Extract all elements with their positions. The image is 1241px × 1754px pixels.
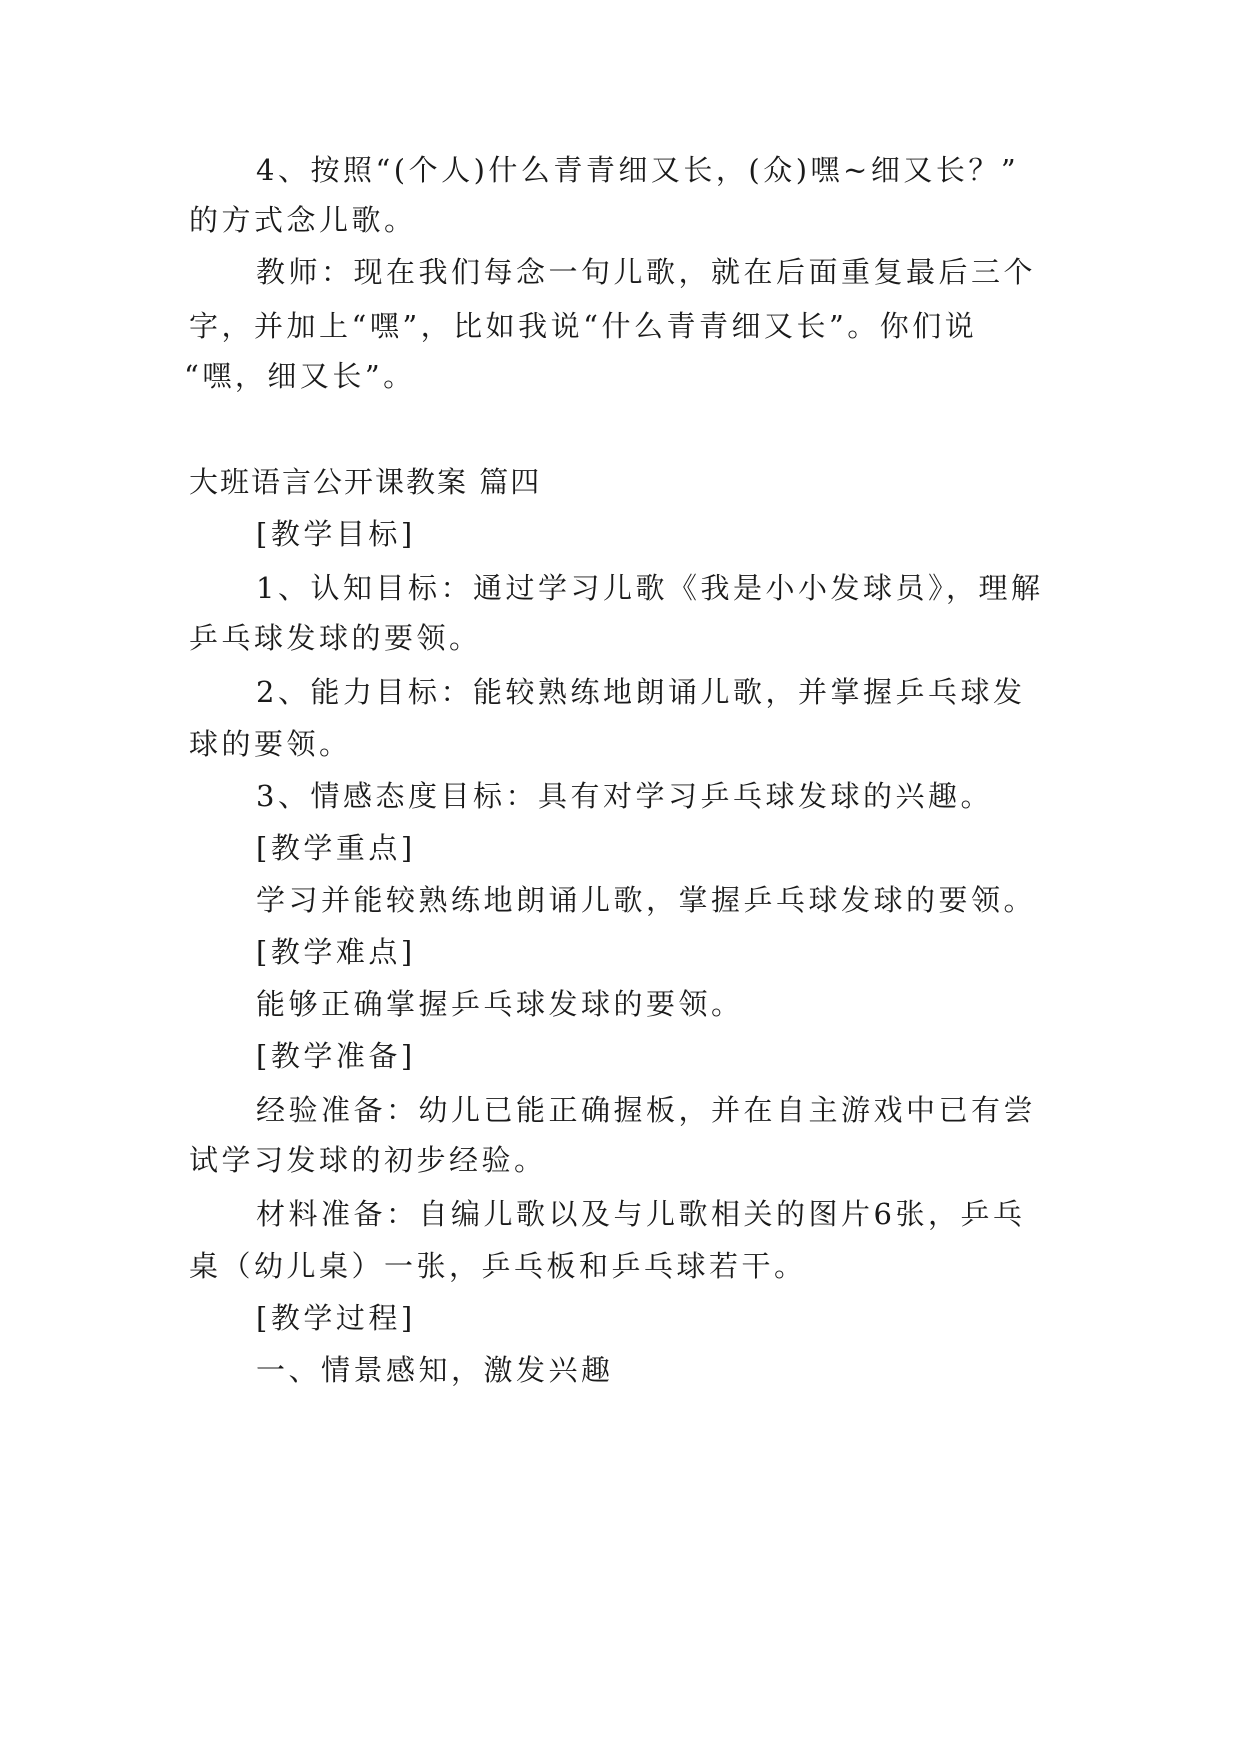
paragraph-line: “嘿，细又长”。 [184,359,416,393]
paragraph-line: 字，并加上“嘿”，比如我说“什么青青细又长”。你们说 [189,309,978,343]
subsection-label: [教学过程] [256,1301,416,1335]
paragraph-line: 球的要领。 [189,727,352,761]
subsection-label: [教学准备] [256,1039,416,1073]
paragraph-line: 3、情感态度目标：具有对学习乒乓球发球的兴趣。 [256,779,993,813]
section-heading: 大班语言公开课教案 篇四 [189,465,542,499]
paragraph-line: 乒乓球发球的要领。 [189,621,482,655]
paragraph-line: 桌（幼儿桌）一张，乒乓板和乒乓球若干。 [189,1249,807,1283]
paragraph-line: 教师：现在我们每念一句儿歌，就在后面重复最后三个 [256,255,1037,289]
paragraph-line: 学习并能较熟练地朗诵儿歌，掌握乒乓球发球的要领。 [256,883,1037,917]
paragraph-line: 一、情景感知，激发兴趣 [256,1353,614,1387]
paragraph-line: 1、认知目标：通过学习儿歌《我是小小发球员》，理解 [256,571,1044,605]
paragraph-line: 2、能力目标：能较熟练地朗诵儿歌，并掌握乒乓球发 [256,675,1026,709]
paragraph-line: 材料准备：自编儿歌以及与儿歌相关的图片6张，乒乓 [256,1197,1026,1231]
paragraph-line: 的方式念儿歌。 [189,203,417,237]
subsection-label: [教学重点] [256,831,416,865]
paragraph-line: 经验准备：幼儿已能正确握板，并在自主游戏中已有尝 [256,1093,1037,1127]
paragraph-line: 能够正确掌握乒乓球发球的要领。 [256,987,744,1021]
paragraph-line: 试学习发球的初步经验。 [189,1143,547,1177]
subsection-label: [教学难点] [256,935,416,969]
subsection-label: [教学目标] [256,517,416,551]
paragraph-line: 4、按照“(个人)什么青青细又长，(众)嘿~细又长？” [256,153,1020,187]
